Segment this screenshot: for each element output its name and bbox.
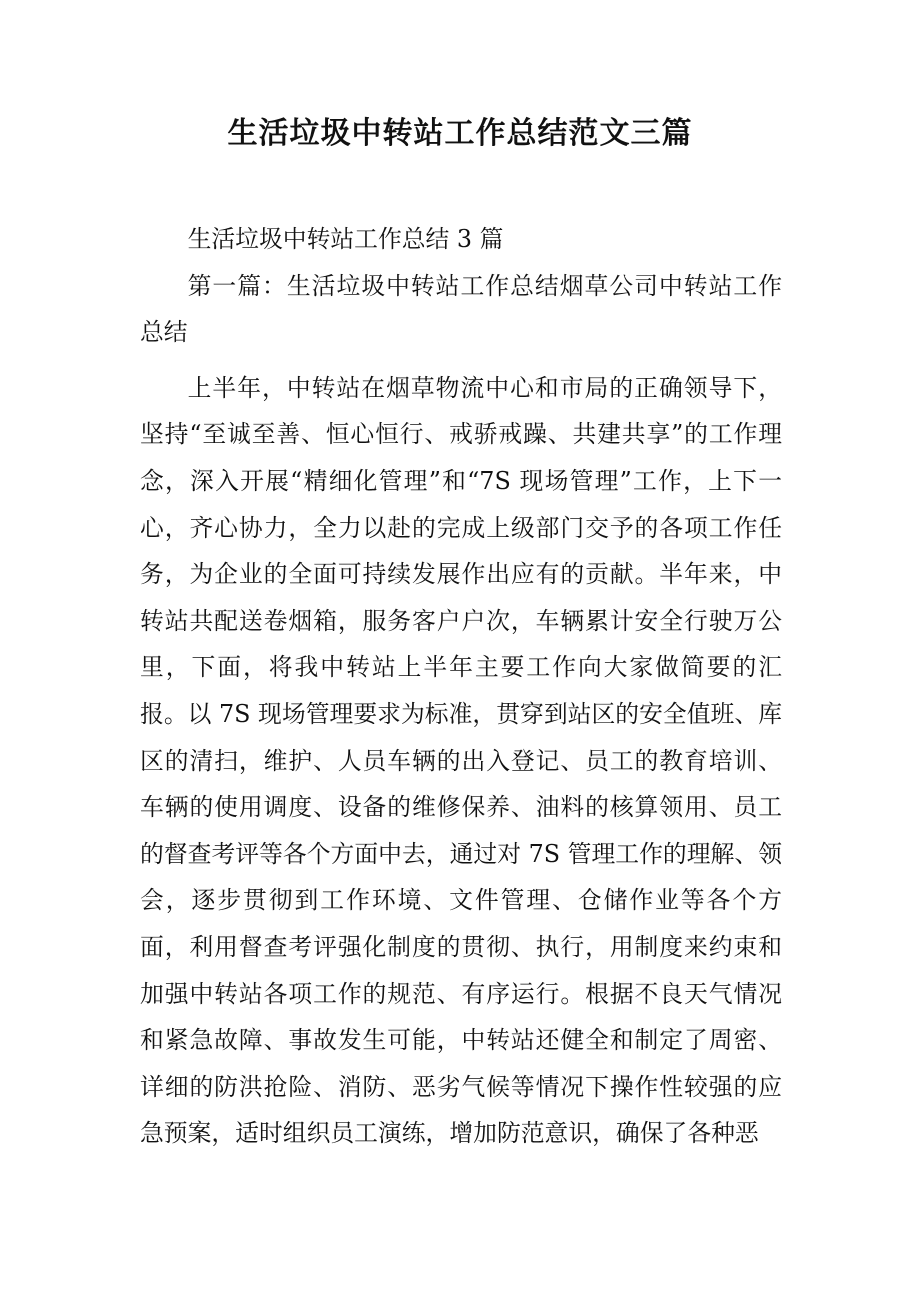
document-subtitle: 生活垃圾中转站工作总结 3 篇 — [187, 225, 504, 253]
document-body — [140, 216, 782, 1157]
chapter-heading: 第一篇：生活垃圾中转站工作总结烟草公司中转站工作总结 — [140, 271, 782, 347]
document-title: 生活垃圾中转站工作总结范文三篇 — [227, 116, 693, 151]
body-paragraph: 上半年，中转站在烟草物流中心和市局的正确领导下，坚持“至诚至善、恒心恒行、戒骄戒躁、共建共享”的工作理念，深入开展“精细化管理”和“7S 现场管理”工作，上下一心，齐心协力，全力以赴的完成上级部门交予的各项工作任务，为企业的全面可持续发展作出应有的贡献。半年来，中转站共配送卷烟箱，服务客户户次，车辆累计安全行驶万公里，下面，将我中转站上半年主要工作向大家做简要的汇报。以 7S 现场管理要求为标准，贯穿到站区的安全值班、库区的清扫，维护、人员车辆的出入登记、员工的教育培训、车辆的使用调度、设备的维修保养、油料的核算领用、员工的督查考评等各个方面中去，通过对 7S 管理工作的理解、领会，逐步贯彻到工作环境、文件管理、仓储作业等各个方面，利用督查考评强化制度的贯彻、执行，用制度来约束和加强中转站各项工作的规范、有序运行。根据不良天气情况和紧急故障、事故发生可能，中转站还健全和制定了周密、详细的防洪抢险、消防、恶劣气候等情况下操作性较强的应急预案，适时组织员工演练，增加防范意识，确保了各种恶 — [140, 373, 782, 1148]
